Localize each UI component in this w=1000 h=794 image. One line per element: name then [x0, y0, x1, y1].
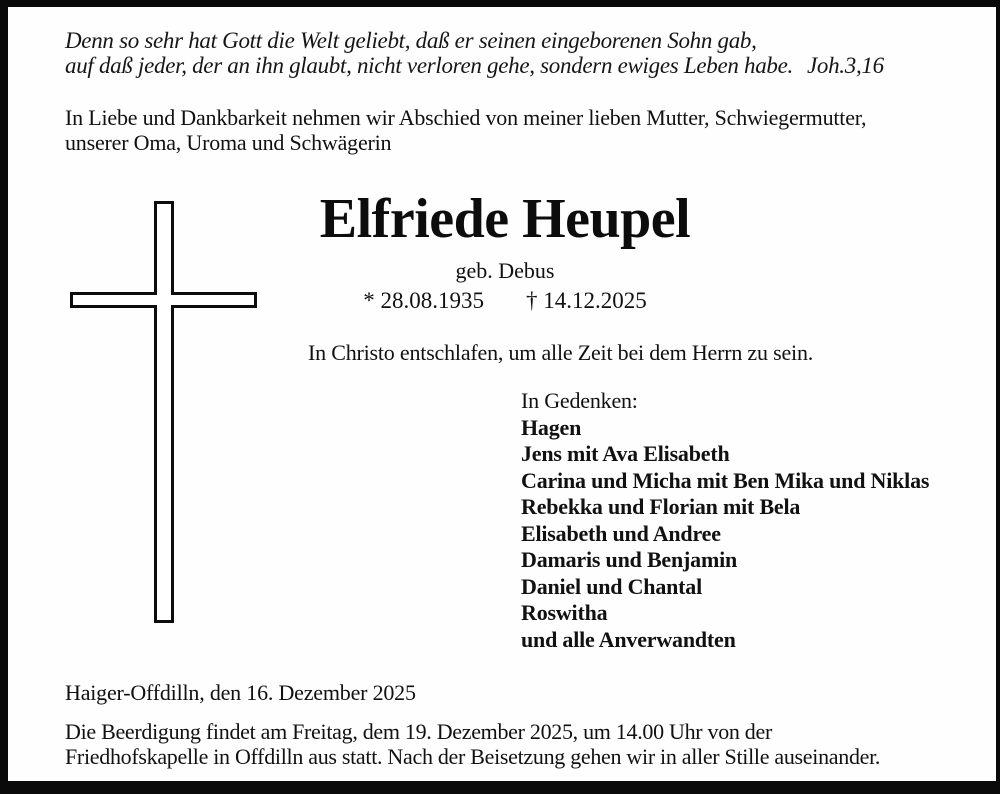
scripture-quote: [65, 28, 884, 78]
mourner-name: Roswitha: [521, 600, 608, 625]
mourner-name: Jens mit Ava Elisabeth: [521, 441, 730, 466]
scripture-line-1: Denn so sehr hat Gott die Welt geliebt, daß er seinen eingeborenen Sohn gab,: [65, 28, 757, 53]
deceased-name: Elfriede Heupel: [319, 188, 691, 250]
mourners-list: [521, 388, 929, 653]
mourner-name: Damaris und Benjamin: [521, 547, 738, 572]
place-dateline: Haiger-Offdilln, den 16. Dezember 2025: [65, 680, 416, 705]
obituary-page: [8, 7, 996, 781]
funeral-info: [65, 719, 880, 769]
scripture-line-2-text: auf daß jeder, der an ihn glaubt, nicht verloren gehe, sondern ewiges Leben habe.: [65, 53, 793, 78]
funeral-line-1: Die Beerdigung findet am Freitag, dem 19. Dezember 2025, um 14.00 Uhr von der: [65, 719, 772, 744]
mourner-name: Hagen: [521, 414, 582, 440]
epitaph-line: In Christo entschlafen, um alle Zeit bei dem Herrn zu sein.: [308, 340, 814, 365]
intro-paragraph: [65, 105, 866, 155]
mourner-name: Daniel und Chantal: [521, 573, 703, 599]
intro-line-2: unserer Oma, Uroma und Schwägerin: [65, 130, 392, 155]
funeral-line-2: Friedhofskapelle in Offdilln aus statt. Nach der Beisetzung gehen wir in aller Stille auseinander.: [65, 744, 881, 769]
death-date: † 14.12.2025: [526, 288, 647, 313]
intro-line-1: In Liebe und Dankbarkeit nehmen wir Abschied von meiner lieben Mutter, Schwiegermutter,: [65, 105, 867, 130]
latin-cross-icon: [70, 201, 257, 623]
scripture-reference: Joh.3,16: [806, 53, 884, 78]
life-dates: [363, 288, 647, 313]
maiden-name: geb. Debus: [455, 258, 555, 283]
scripture-line-2: [65, 53, 884, 78]
mourners-heading: In Gedenken:: [521, 388, 638, 413]
birth-date: * 28.08.1935: [363, 288, 484, 313]
mourner-name: Rebekka und Florian mit Bela: [521, 494, 801, 519]
mourner-name: und alle Anverwandten: [521, 626, 736, 652]
mourner-name: Carina und Micha mit Ben Mika und Niklas: [521, 467, 930, 493]
mourner-name: Elisabeth und Andree: [521, 520, 721, 546]
